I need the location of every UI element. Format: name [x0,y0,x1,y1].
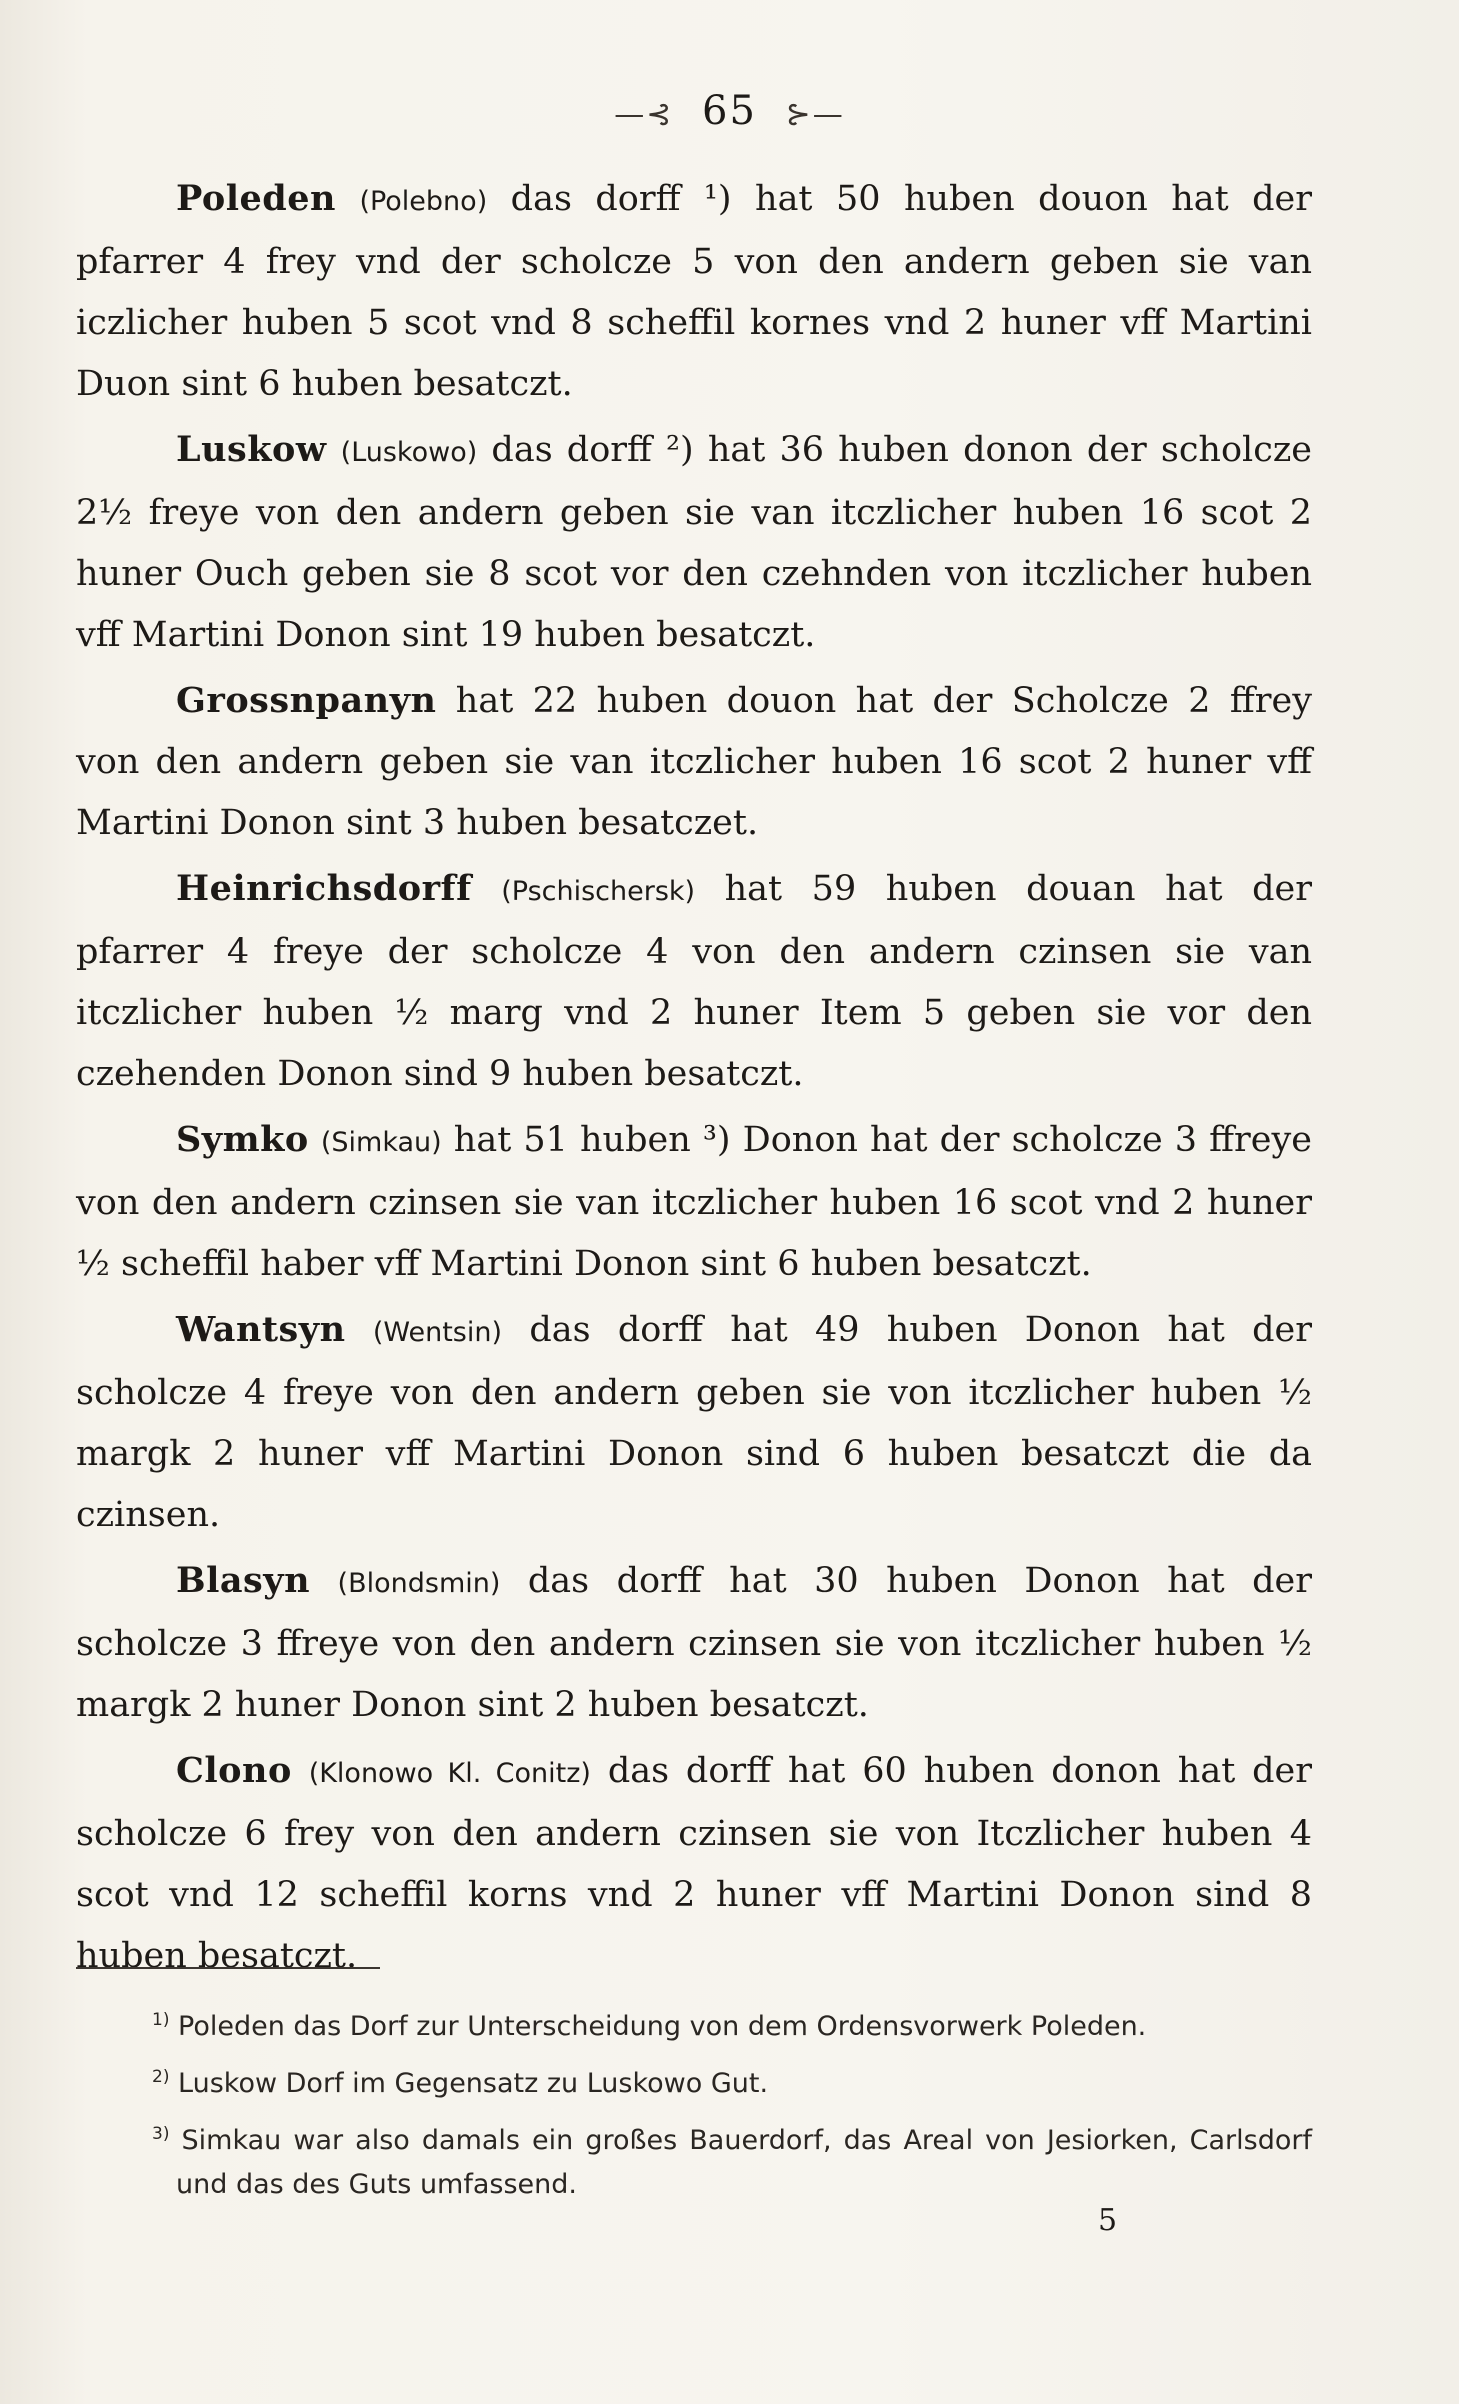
entry-text: hat 59 huben douan hat der pfarrer 4 freye der scholcze 4 von den andern czinsen sie van itczlicher huben ½ marg vnd 2 huner Item 5 geben sie vor den czehenden Donon sind 9 huben besatczt. [76,869,1312,1094]
entry-luskow [76,419,1312,666]
footnote-text: Luskow Dorf im Gegensatz zu Luskowo Gut. [169,2068,769,2099]
modern-name: (Blondsmin) [337,1568,501,1599]
page-header [0,88,1459,134]
footnotes [76,1998,1312,2213]
modern-name: (Polebno) [359,186,488,217]
body-text [76,168,1312,1991]
entry-text: hat 22 huben douon hat der Scholcze 2 ffrey von den andern geben sie van itczlicher huben 16 scot 2 huner vff Martini Donon sint 3 huben besatczet. [76,681,1312,843]
footnote-divider [76,1967,380,1969]
place-name: Clono [176,1750,292,1791]
place-name: Grossnpanyn [176,680,437,721]
modern-name: (Klonowo Kl. Conitz) [308,1758,591,1789]
footnote [76,2055,1312,2106]
modern-name: (Pschischersk) [501,876,696,907]
entry-symko [76,1109,1312,1295]
entry-grossnpanyn [76,670,1312,854]
footnote-mark: 3) [152,2124,170,2144]
place-name: Symko [176,1119,309,1160]
entry-text: das dorff hat 30 huben Donon hat der scholcze 3 ffreye von den andern czinsen sie von itczlicher huben ½ margk 2 huner Donon sint 2 huben besatczt. [76,1561,1312,1725]
modern-name: (Simkau) [320,1127,442,1158]
entry-text: das dorff hat 60 huben donon hat der scholcze 6 frey von den andern czinsen sie von Itczlicher huben 4 scot vnd 12 scheffil korns vnd 2 huner vff Martini Donon sind 8 huben besatczt. [76,1751,1312,1976]
footnote-mark: 2) [152,2067,170,2087]
ornament-left: —⊰ [614,97,674,132]
place-name: Poleden [176,178,336,219]
entry-text: das dorff hat 49 huben Donon hat der scholcze 4 freye von den andern geben sie von itczlicher huben ½ margk 2 huner vff Martini Donon sind 6 huben besatczt die da czinsen. [76,1310,1312,1535]
entry-text: das dorff ¹) hat 50 huben douon hat der pfarrer 4 frey vnd der scholcze 5 von den andern geben sie van iczlicher huben 5 scot vnd 8 scheffil kornes vnd 2 huner vff Martini Duon sint 6 huben besatczt. [76,179,1312,404]
modern-name: (Luskowo) [340,437,478,468]
ornament-right: ⊱— [785,97,845,132]
entry-wantsyn [76,1299,1312,1546]
footnote-text: Poleden das Dorf zur Unterscheidung von dem Ordensvorwerk Poleden. [169,2011,1147,2042]
entry-blasyn [76,1550,1312,1736]
place-name: Luskow [176,429,327,470]
page-number: 65 [702,88,757,134]
place-name: Blasyn [176,1560,311,1601]
entry-heinrichsdorff [76,858,1312,1105]
entry-poleden [76,168,1312,415]
footnote-text: Simkau war also damals ein großes Bauerdorf, das Areal von Jesiorken, Carlsdorf und das des Guts umfassend. [169,2125,1312,2200]
entry-clono [76,1740,1312,1987]
place-name: Heinrichsdorff [176,868,472,909]
place-name: Wantsyn [176,1309,346,1350]
footnote [76,1998,1312,2049]
modern-name: (Wentsin) [372,1317,503,1348]
entry-text: hat 51 huben ³) Donon hat der scholcze 3 ffreye von den andern czinsen sie van itczlicher huben 16 scot vnd 2 huner ½ scheffil haber vff Martini Donon sint 6 huben besatczt. [76,1120,1312,1284]
signature-mark: 5 [1098,2203,1118,2238]
footnote-mark: 1) [152,2010,170,2030]
footnote [76,2112,1312,2207]
entry-text: das dorff ²) hat 36 huben donon der scholcze 2½ freye von den andern geben sie van itczlicher huben 16 scot 2 huner Ouch geben sie 8 scot vor den czehnden von itczlicher huben vff Martini Donon sint 19 huben besatczt. [76,430,1312,655]
